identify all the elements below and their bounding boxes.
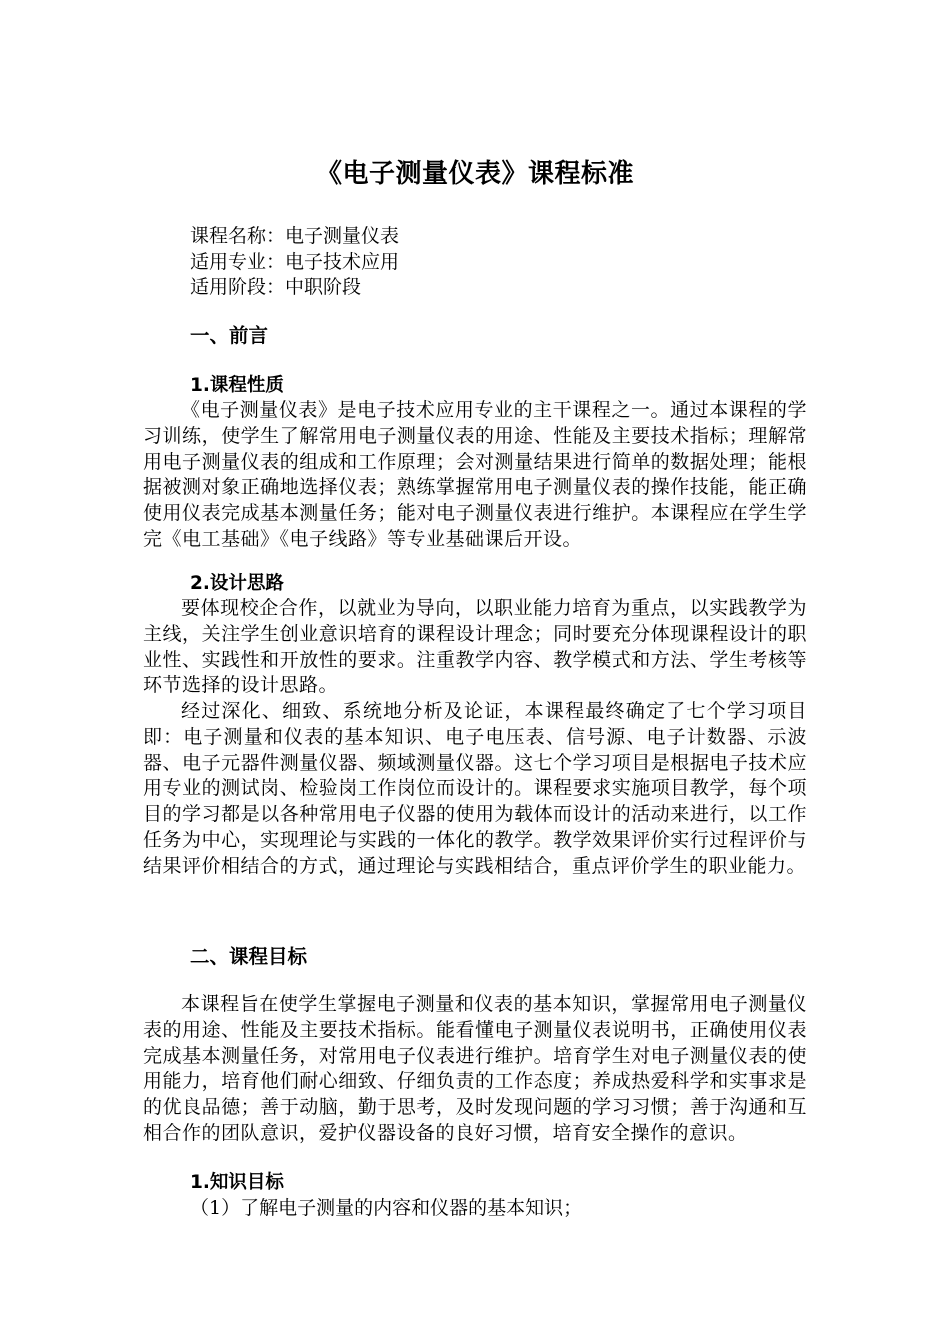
section-heading-goals: 二、课程目标 xyxy=(190,945,308,968)
paragraph-goals: 本课程旨在使学生掌握电子测量和仪表的基本知识，掌握常用电子测量仪表的用途、性能及主要技术指标。能看懂电子测量仪表说明书，正确使用仪表完成基本测量任务，对常用电子仪表进行维护。培育学生对电子测量仪表的使用能力，培育他们耐心细致、仔细负责的工作态度；养成热爱科学和实事求是的优良品德；善于动脑，勤于思考，及时发现问题的学习习惯；善于沟通和互相合作的团队意识，爱护仪器设备的良好习惯，培育安全操作的意识。 xyxy=(143,993,807,1144)
list-item-knowledge-1: （1）了解电子测量的内容和仪器的基本知识； xyxy=(190,1197,583,1219)
document-title: 《电子测量仪表》课程标准 xyxy=(315,159,634,189)
paragraph-course-nature: 《电子测量仪表》是电子技术应用专业的主干课程之一。通过本课程的学习训练，使学生了解常用电子测量仪表的用途、性能及主要技术指标；理解常用电子测量仪表的组成和工作原理；会对测量结果进行简单的数据处理；能根据被测对象正确地选择仪表；熟练掌握常用电子测量仪表的操作技能，能正确使用仪表完成基本测量任务；能对电子测量仪表进行维护。本课程应在学生学完《电工基础》《电子线路》等专业基础课后开设。 xyxy=(143,399,807,550)
paragraph-design-idea-1: 要体现校企合作，以就业为导向，以职业能力培育为重点，以实践教学为主线，关注学生创业意识培育的课程设计理念；同时要充分体现课程设计的职业性、实践性和开放性的要求。注重教学内容、教学模式和方法、学生考核等环节选择的设计思路。 xyxy=(143,597,807,697)
subheading-design-idea: 2.设计思路 xyxy=(190,573,284,594)
section-heading-preface: 一、前言 xyxy=(190,324,269,347)
course-meta xyxy=(190,224,399,301)
major-line: 适用专业：电子技术应用 xyxy=(190,250,400,273)
course-name-line: 课程名称：电子测量仪表 xyxy=(190,225,400,247)
subheading-knowledge-goals: 1.知识目标 xyxy=(190,1172,284,1193)
stage-line: 适用阶段：中职阶段 xyxy=(190,276,362,298)
subheading-course-nature: 1.课程性质 xyxy=(190,375,284,396)
paragraph-design-idea-2: 经过深化、细致、系统地分析及论证，本课程最终确定了七个学习项目即：电子测量和仪表的基本知识、电子电压表、信号源、电子计数器、示波器、电子元器件测量仪器、频域测量仪器。这七个学习项目是根据电子技术应用专业的测试岗、检验岗工作岗位而设计的。课程要求实施项目教学，每个项目的学习都是以各种常用电子仪器的使用为载体而设计的活动来进行，以工作任务为中心，实现理论与实践的一体化的教学。教学效果评价实行过程评价与结果评价相结合的方式，通过理论与实践相结合，重点评价学生的职业能力。 xyxy=(143,700,807,877)
